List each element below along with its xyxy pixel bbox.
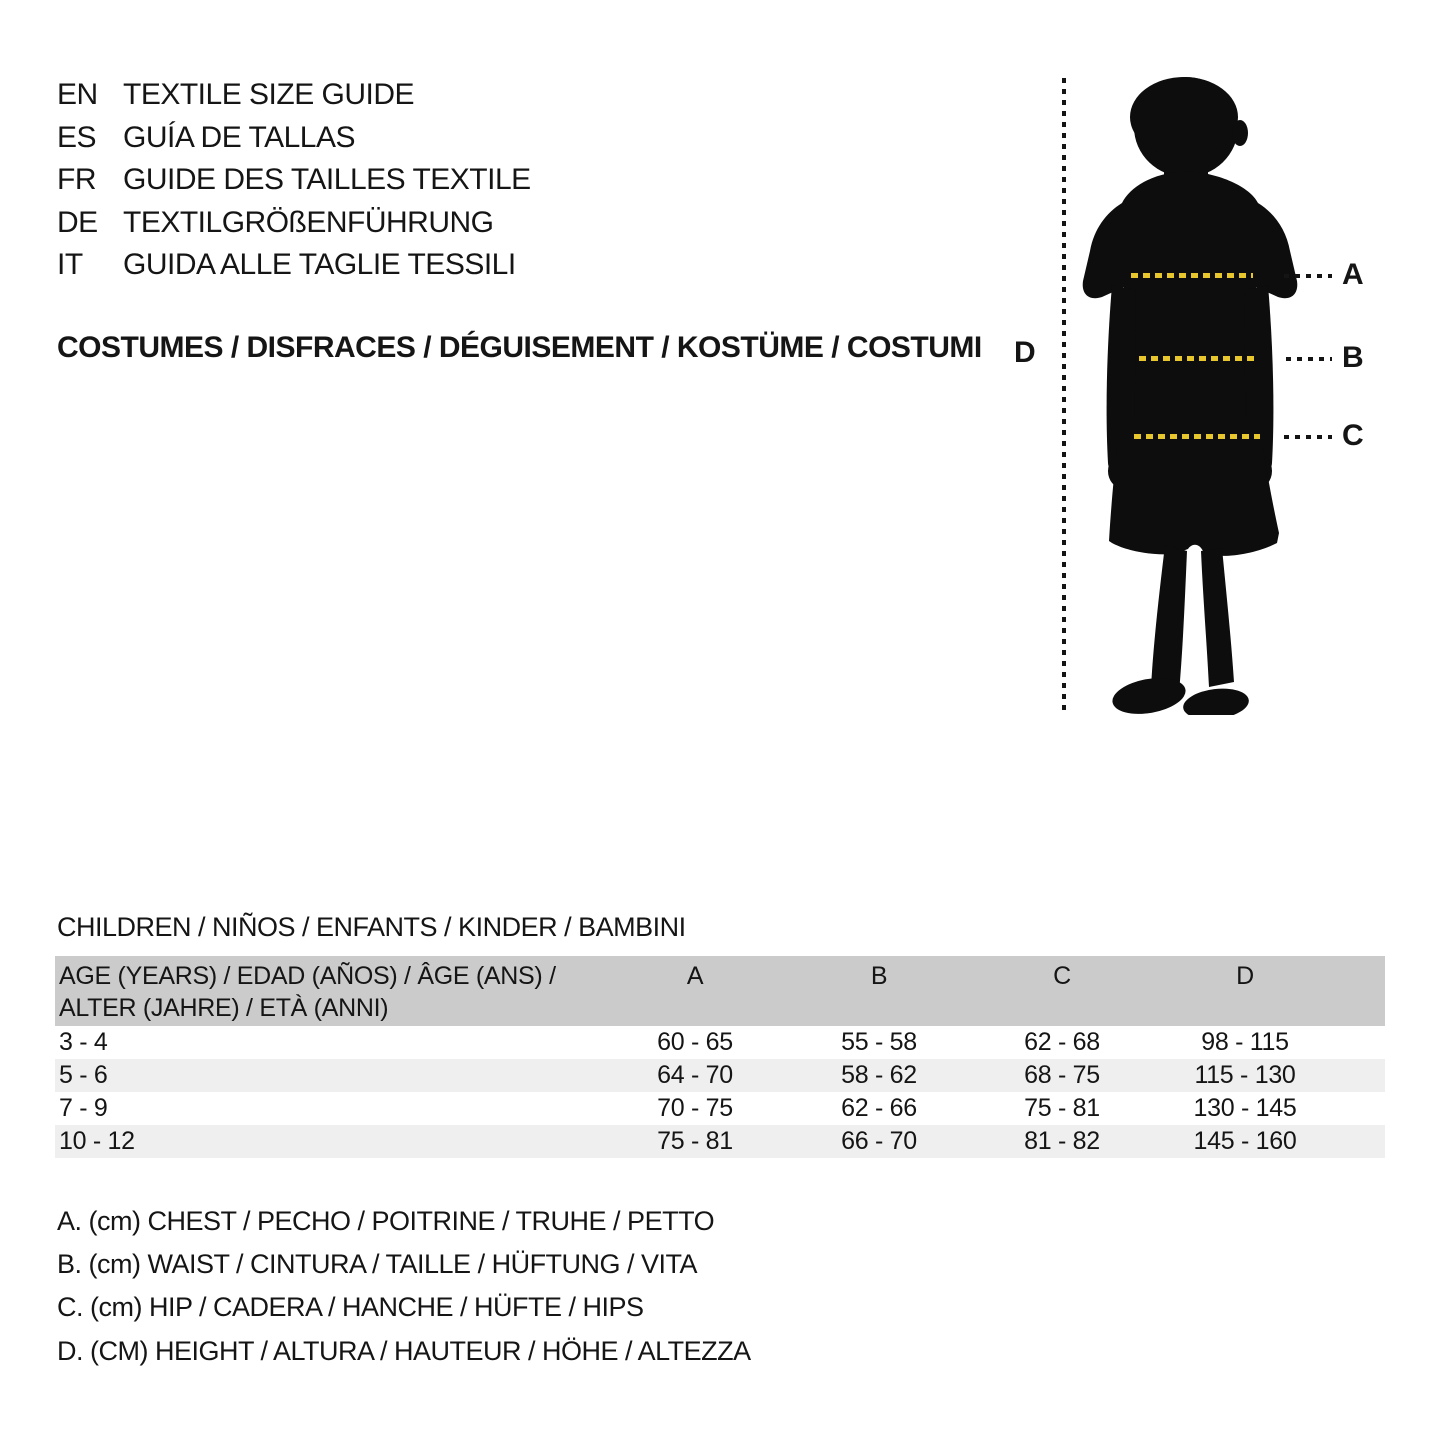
hip-measure-line — [1134, 434, 1260, 439]
height-measure-line — [1062, 78, 1066, 714]
hip-cell: 75 - 81 — [1024, 1094, 1100, 1122]
waist-cell: 58 - 62 — [841, 1061, 917, 1089]
age-header-line1: AGE (YEARS) / EDAD (AÑOS) / ÂGE (ANS) / — [59, 962, 556, 990]
column-header-d: D — [1236, 962, 1254, 990]
chest-measure-line — [1131, 273, 1253, 278]
table-row — [55, 1026, 1385, 1059]
language-title: GUÍA DE TALLAS — [123, 120, 355, 154]
language-code: ES — [57, 120, 97, 154]
age-cell: 10 - 12 — [59, 1127, 135, 1155]
height-cell: 98 - 115 — [1201, 1028, 1289, 1056]
chest-cell: 70 - 75 — [657, 1094, 733, 1122]
chest-cell: 75 - 81 — [657, 1127, 733, 1155]
measure-label-b: B — [1342, 341, 1364, 374]
column-header-b: B — [870, 962, 888, 990]
language-code: FR — [57, 163, 96, 196]
age-cell: 5 - 6 — [59, 1061, 108, 1089]
column-header-c: C — [1053, 962, 1071, 990]
chest-leader-line — [1284, 274, 1332, 278]
language-title-list — [57, 74, 531, 287]
age-header-line2: ALTER (JAHRE) / ETÀ (ANNI) — [59, 994, 389, 1022]
table-header-row — [55, 956, 1385, 1026]
legend-line-hip: C. (cm) HIP / CADERA / HANCHE / HÜFTE / HIPS — [57, 1292, 644, 1323]
age-cell: 3 - 4 — [59, 1028, 108, 1056]
language-title: TEXTILGRÖßENFÜHRUNG — [123, 205, 494, 239]
hip-cell: 68 - 75 — [1024, 1061, 1100, 1089]
waist-measure-line — [1139, 356, 1259, 361]
measure-label-a: A — [1342, 258, 1364, 291]
hip-cell: 62 - 68 — [1024, 1028, 1100, 1056]
category-title: COSTUMES / DISFRACES / DÉGUISEMENT / KOSTÜME / COSTUMI — [57, 331, 982, 364]
language-title: GUIDA ALLE TAGLIE TESSILI — [123, 248, 516, 281]
language-code: IT — [57, 248, 83, 281]
hip-leader-line — [1284, 435, 1332, 439]
language-row-fr — [57, 159, 531, 202]
child-silhouette-icon — [1080, 75, 1300, 715]
chest-cell: 60 - 65 — [657, 1028, 733, 1056]
language-code: DE — [57, 205, 98, 239]
size-table — [55, 956, 1385, 1158]
section-title-children: CHILDREN / NIÑOS / ENFANTS / KINDER / BAMBINI — [57, 912, 686, 942]
height-cell: 115 - 130 — [1194, 1061, 1296, 1089]
language-row-de — [57, 202, 531, 245]
waist-cell: 66 - 70 — [841, 1127, 917, 1155]
legend-line-height: D. (CM) HEIGHT / ALTURA / HAUTEUR / HÖHE / ALTEZZA — [57, 1335, 751, 1366]
language-row-es — [57, 117, 531, 160]
hip-cell: 81 - 82 — [1024, 1127, 1100, 1155]
language-row-en — [57, 74, 531, 117]
column-header-a: A — [686, 962, 704, 990]
language-code: EN — [57, 78, 98, 111]
legend-line-waist: B. (cm) WAIST / CINTURA / TAILLE / HÜFTUNG / VITA — [57, 1249, 698, 1280]
waist-cell: 62 - 66 — [841, 1094, 917, 1122]
height-cell: 145 - 160 — [1193, 1127, 1297, 1155]
height-cell: 130 - 145 — [1193, 1094, 1297, 1122]
table-row — [55, 1125, 1385, 1158]
waist-leader-line — [1286, 357, 1332, 361]
measurement-legend — [57, 1200, 751, 1373]
measure-label-c: C — [1342, 419, 1364, 452]
table-row — [55, 1059, 1385, 1092]
waist-cell: 55 - 58 — [841, 1028, 917, 1056]
chest-cell: 64 - 70 — [657, 1061, 733, 1089]
measure-label-d: D — [1014, 336, 1036, 369]
language-title: TEXTILE SIZE GUIDE — [123, 78, 415, 111]
language-row-it — [57, 244, 531, 287]
age-cell: 7 - 9 — [59, 1094, 108, 1122]
table-row — [55, 1092, 1385, 1125]
legend-line-chest: A. (cm) CHEST / PECHO / POITRINE / TRUHE / PETTO — [57, 1206, 715, 1236]
language-title: GUIDE DES TAILLES TEXTILE — [123, 163, 531, 196]
